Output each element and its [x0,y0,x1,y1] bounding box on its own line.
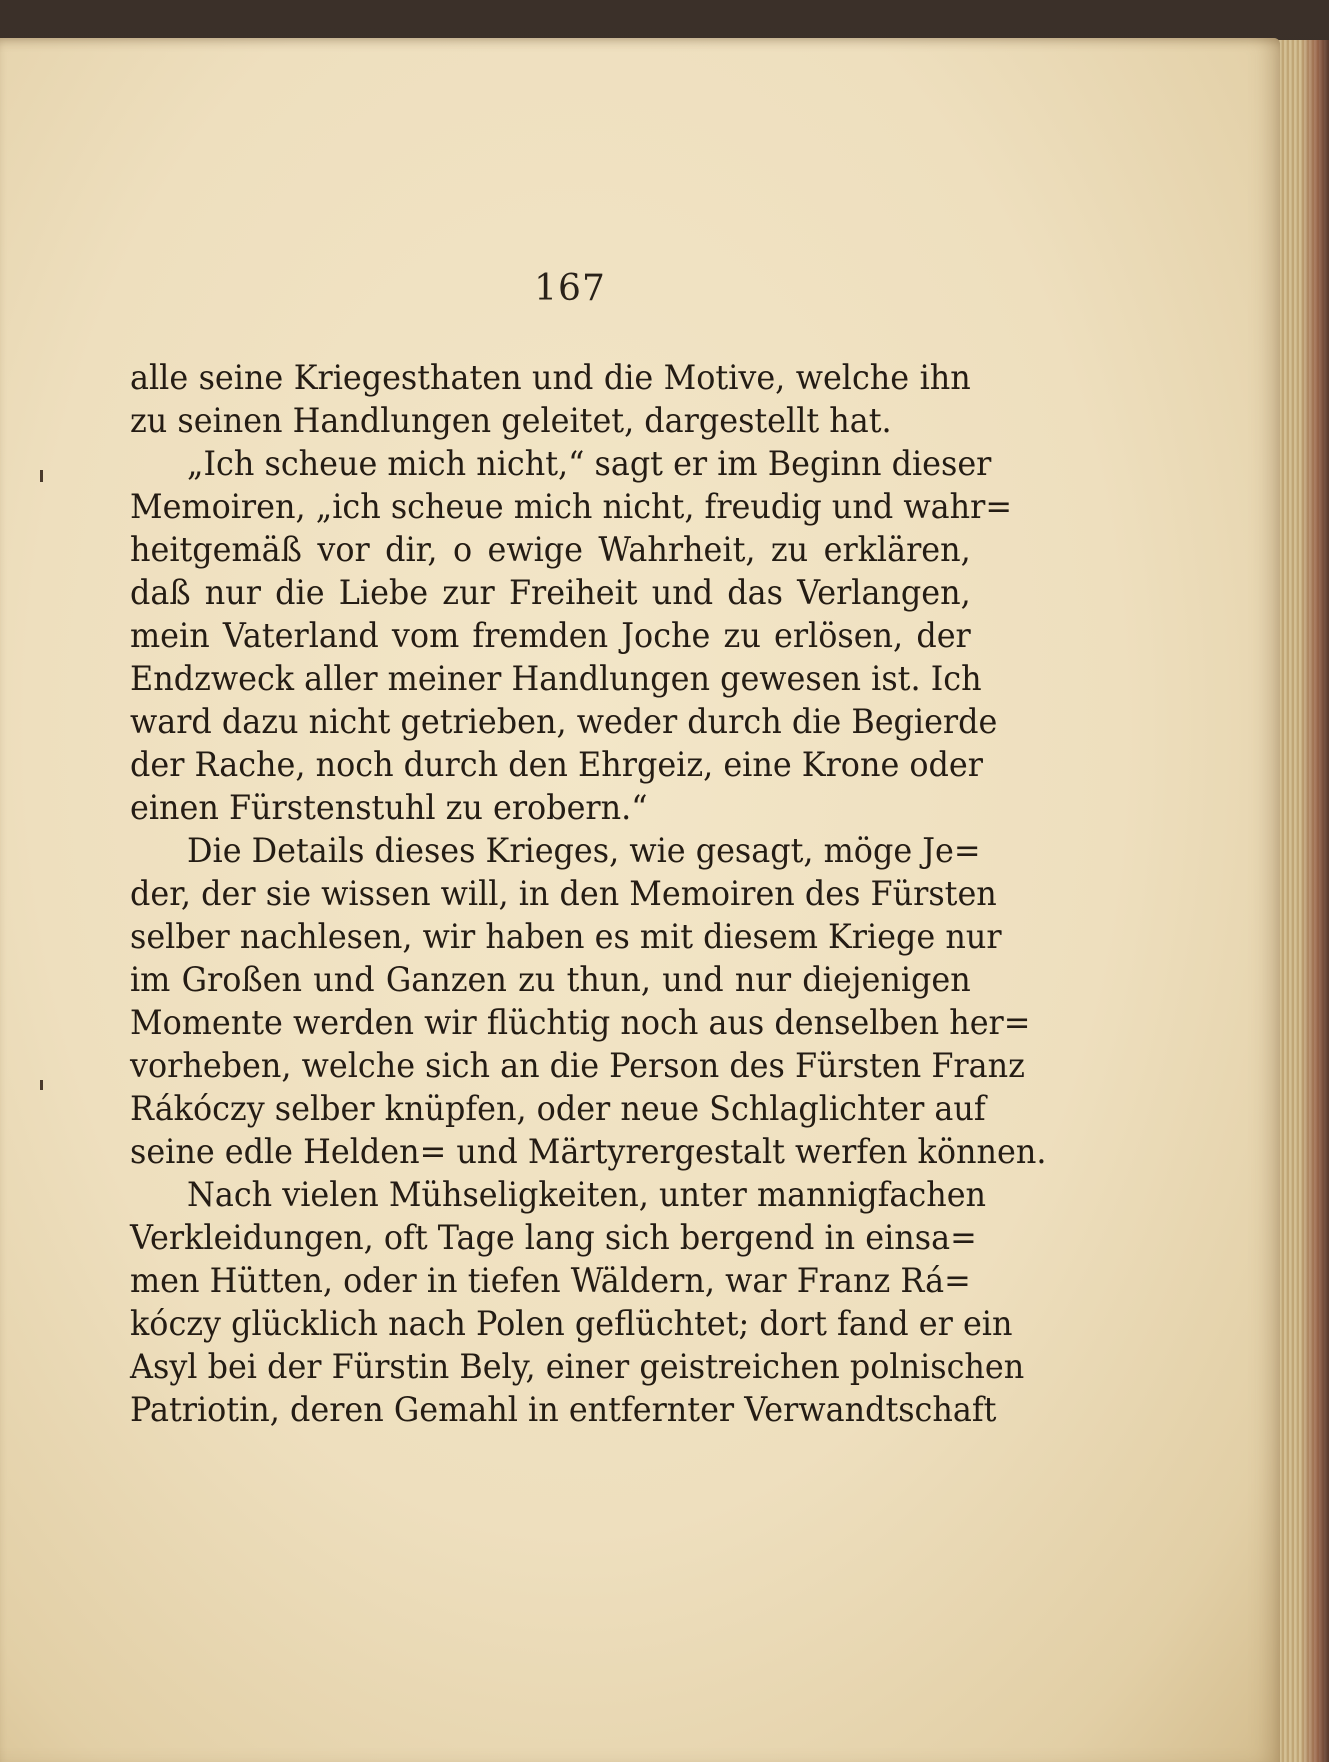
text-line: men Hütten, oder in tiefen Wäldern, war Franz Rá= [130,1261,971,1300]
text-line: der, der sie wissen will, in den Memoiren des Fürsten [130,874,997,913]
text-line: heitgemäß vor dir, o ewige Wahrheit, zu erklären, [130,530,971,569]
text-line: selber nachlesen, wir haben es mit diesem Kriege nur [130,917,1002,956]
page-number: 167 [534,268,606,309]
text-line: Endzweck aller meiner Handlungen gewesen ist. Ich [130,659,982,698]
text-line: Asyl bei der Fürstin Bely, einer geistreichen polnischen [130,1347,1025,1386]
text-line: Momente werden wir flüchtig noch aus denselben her= [130,1003,1031,1042]
text-line: einen Fürstenstuhl zu erobern.“ [130,788,648,827]
text-line: daß nur die Liebe zur Freiheit und das Verlangen, [130,573,971,612]
page-stack-shadow [1300,40,1329,1762]
text-line: Nach vielen Mühseligkeiten, unter mannigfachen [187,1175,987,1214]
text-line: Patriotin, deren Gemahl in entfernter Verwandtschaft [130,1390,997,1429]
text-line: Memoiren, „ich scheue mich nicht, freudig und wahr= [130,487,1013,526]
text-line: mein Vaterland vom fremden Joche zu erlösen, der [130,616,971,655]
text-line: Verkleidungen, oft Tage lang sich bergend in einsa= [130,1218,977,1257]
text-line: vorheben, welche sich an die Person des Fürsten Franz [130,1046,1025,1085]
text-line: „Ich scheue mich nicht,“ sagt er im Beginn dieser [187,444,992,483]
margin-mark-bottom [40,1080,43,1090]
book-page [0,38,1280,1762]
text-line: kóczy glücklich nach Polen geflüchtet; dort fand er ein [130,1304,1013,1343]
text-line: alle seine Kriegesthaten und die Motive, welche ihn [130,358,971,397]
text-line: Die Details dieses Krieges, wie gesagt, möge Je= [187,831,981,870]
text-line: im Großen und Ganzen zu thun, und nur diejenigen [130,960,971,999]
body-text [130,356,1047,1431]
text-line: ward dazu nicht getrieben, weder durch die Begierde [130,702,998,741]
text-line: seine edle Helden= und Märtyrergestalt werfen können. [130,1132,1047,1171]
text-line: der Rache, noch durch den Ehrgeiz, eine Krone oder [130,745,983,784]
margin-mark-top [40,470,43,482]
text-line: Rákóczy selber knüpfen, oder neue Schlaglichter auf [130,1089,986,1128]
text-line: zu seinen Handlungen geleitet, dargestellt hat. [130,401,892,440]
